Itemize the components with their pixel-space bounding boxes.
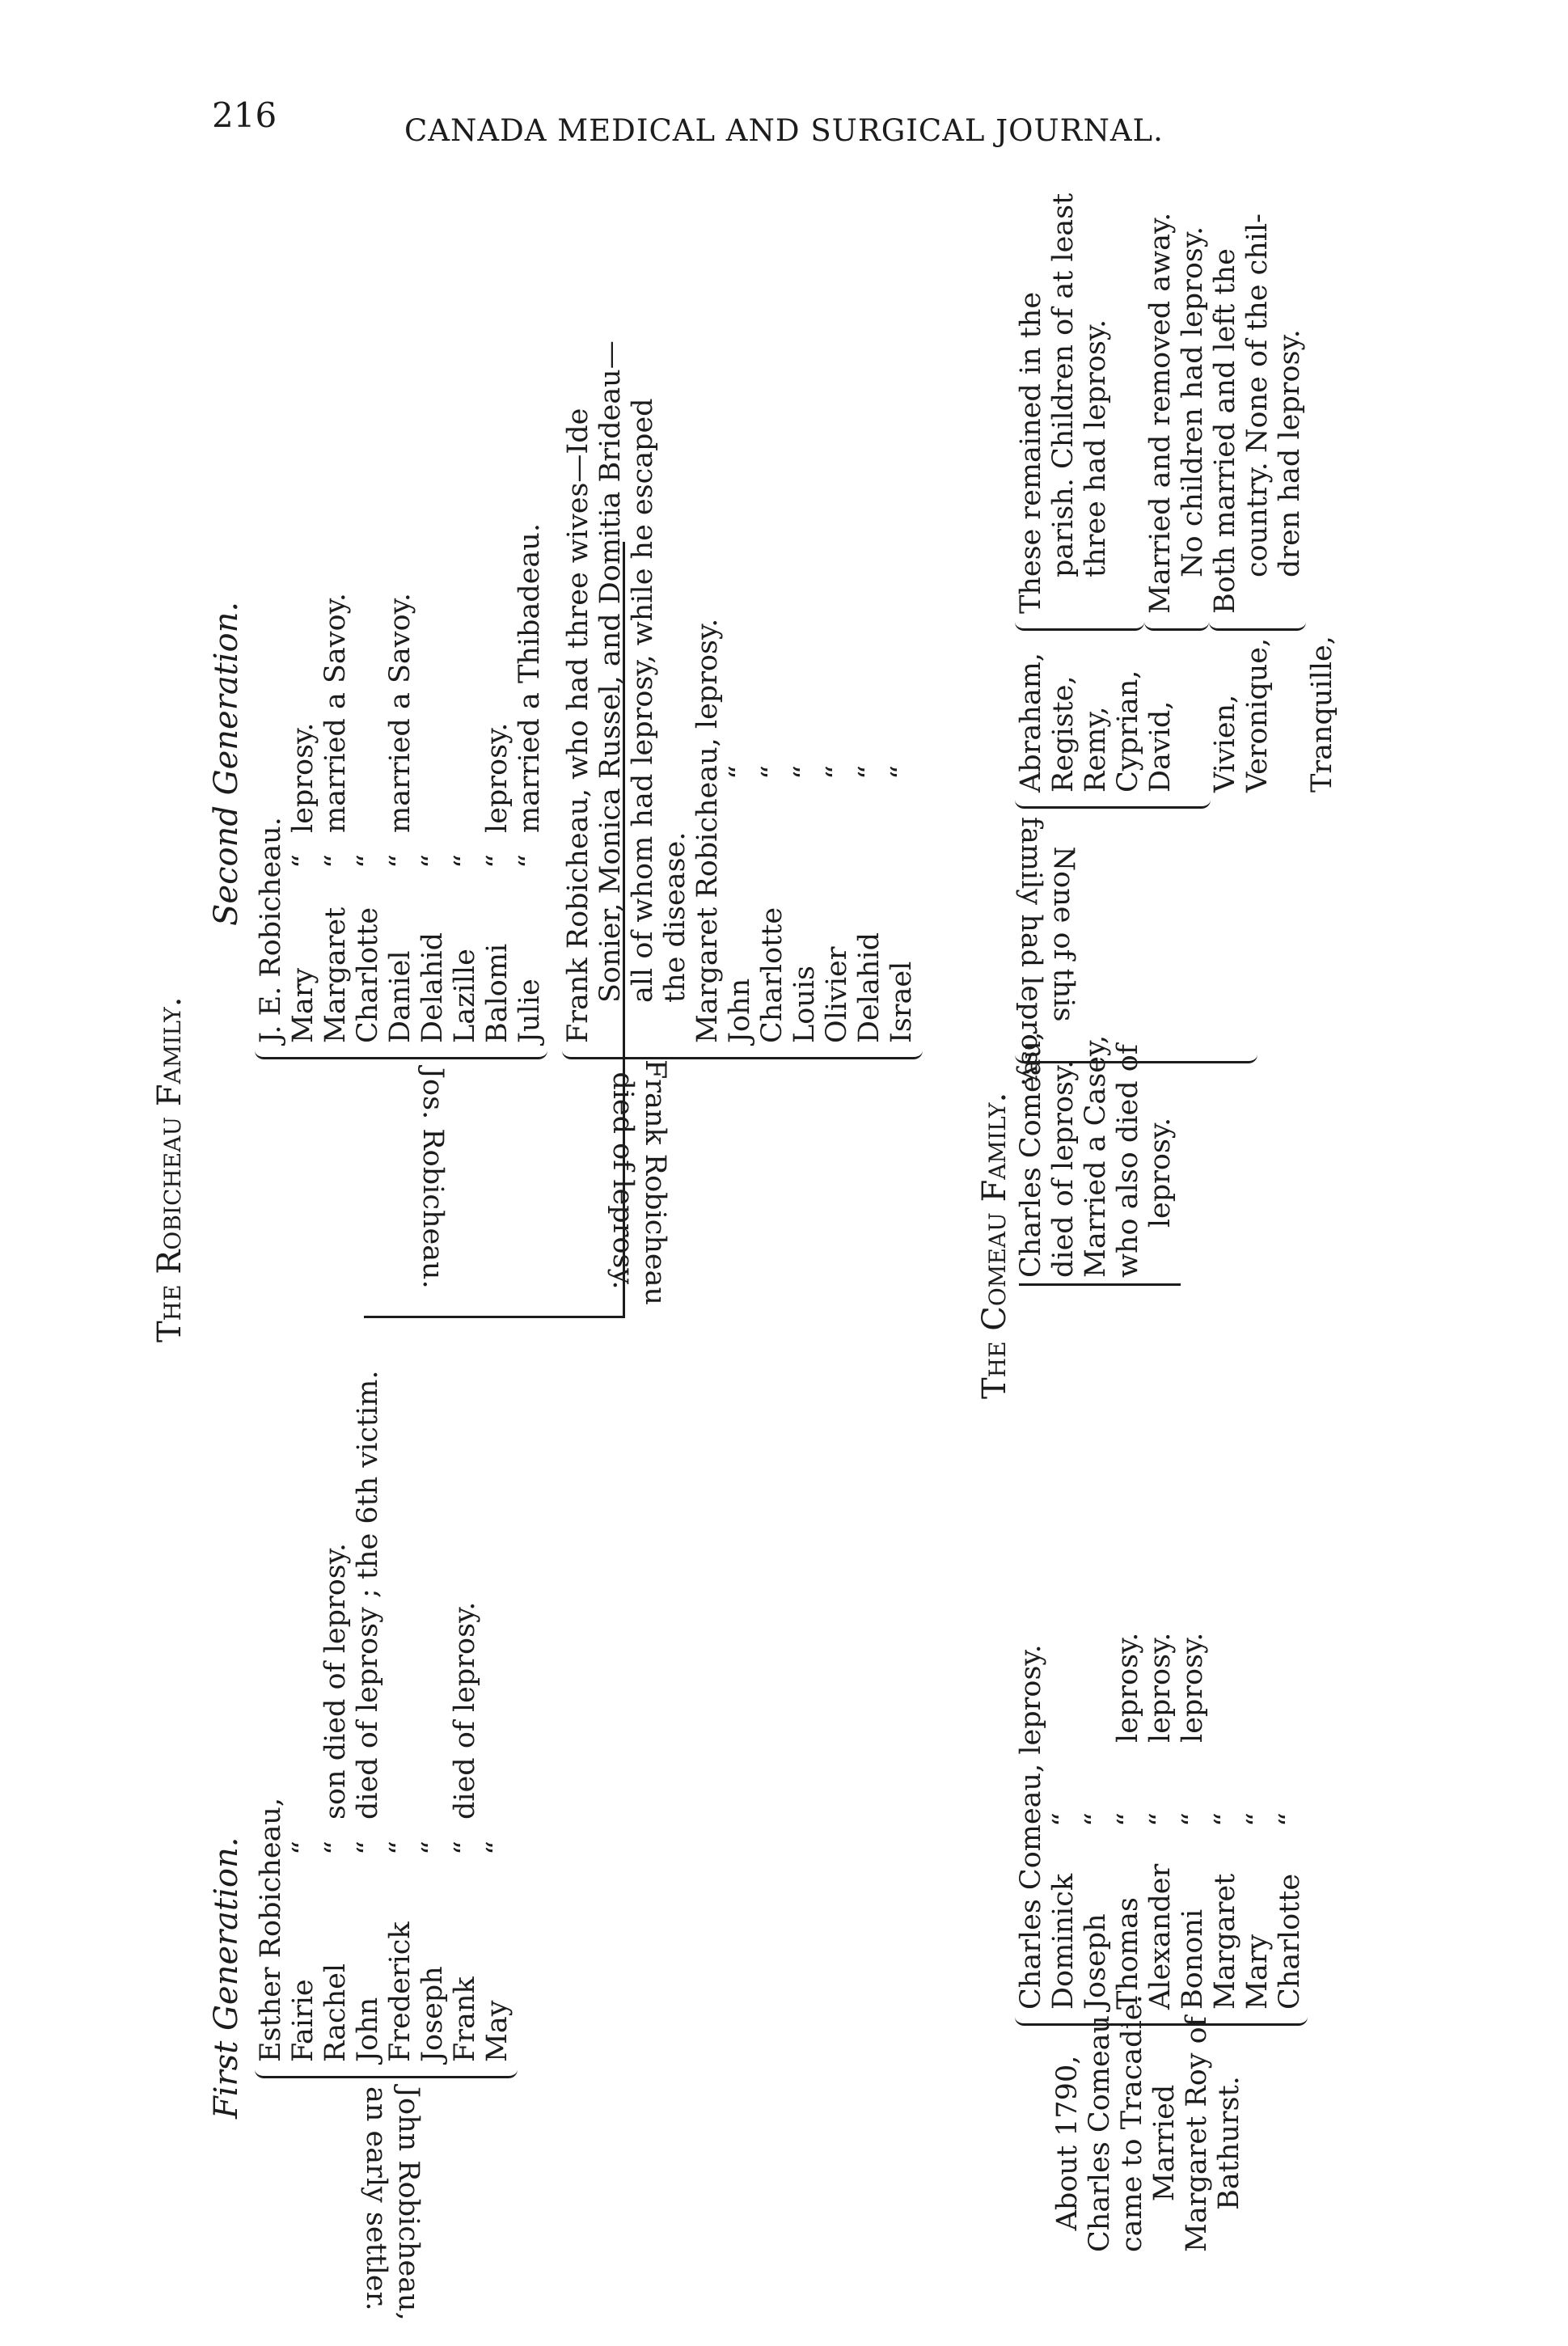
note-line: Sonier, Monica Russel, and Domitia Brideau— — [594, 340, 627, 1003]
child-note: son died of leprosy. — [319, 1542, 352, 1820]
comeau-children — [1015, 1633, 1306, 2010]
parent-line: died of leprosy. — [606, 1072, 639, 1290]
connector-line — [364, 1316, 623, 1318]
list-item: Rachel“son died of leprosy. — [319, 1542, 352, 2062]
list-item: Olivier“ — [821, 765, 853, 1043]
grandchild-group: Vivien, Veronique, Both married and left the country. None of the chil- dren had leprosy. — [1209, 213, 1306, 793]
list-item: Frederick“ — [384, 1841, 416, 2062]
child-name: John — [352, 1997, 384, 2062]
list-item: Israel“ — [885, 765, 918, 1043]
comeau-brace — [1015, 2017, 1308, 2026]
running-head: CANADA MEDICAL AND SURGICAL JOURNAL. — [404, 113, 1164, 148]
list-item: Margaret Robicheau, leprosy. — [691, 618, 724, 1043]
first-gen-parent — [255, 2086, 522, 2321]
child-name: Frank — [449, 1976, 481, 2062]
child-name: Esther Robicheau, — [255, 1797, 287, 2062]
list-item — [255, 1371, 287, 2062]
parent-line: an early settler. — [360, 2086, 392, 2311]
comeau-son-brace — [1015, 1055, 1257, 1063]
parent-line: Frank Robicheau — [639, 1059, 671, 1306]
list-item: Delahid“ — [853, 765, 885, 1043]
list-item: Charlotte“ — [352, 854, 384, 1043]
jos-robicheau-parent — [255, 1067, 522, 1289]
note-line: all of whom had leprosy, while he escaped — [627, 398, 659, 1003]
no-leprosy-note: None of this family had leprosy. — [1015, 817, 1080, 1087]
robicheau-title: The Robicheau Family. — [151, 996, 188, 1342]
list-item: J. E. Robicheau. — [255, 817, 287, 1043]
list-item: Joseph“ — [416, 1841, 449, 2062]
comeau-grandchildren — [1015, 193, 1338, 793]
note-line: the disease. — [659, 831, 691, 1003]
list-item: Margaret“ — [1209, 1812, 1241, 2010]
parent-line: John Robicheau, — [392, 2086, 425, 2321]
grandchildren-brace — [1015, 800, 1211, 809]
list-item: Thomas“leprosy. — [1112, 1632, 1144, 2010]
child-name: Rachel — [319, 1963, 352, 2062]
list-item: Lazille“ — [449, 854, 481, 1043]
list-item: Louis“ — [788, 765, 821, 1043]
list-item: Mary“leprosy. — [287, 722, 319, 1043]
list-item: Julie“married a Thibadeau. — [514, 523, 546, 1043]
list-item: Bononi“leprosy. — [1177, 1632, 1209, 2010]
frank-robicheau-parent — [558, 1059, 752, 1306]
list-item: Alexander“leprosy. — [1144, 1632, 1177, 2010]
comeau-title: The Comeau Family. — [976, 1092, 1013, 1399]
comeau-origin: About 1790, Charles Comeau came to Tracadie. Married Margaret Roy of Bathurst. — [1051, 1994, 1245, 2252]
list-item: Delahid“ — [416, 854, 449, 1043]
grandchild-group: David, Married and removed away. No children had leprosy. — [1144, 212, 1209, 793]
list-item: Charles Comeau, leprosy. — [1015, 1644, 1047, 2010]
frank-robicheau-children — [562, 340, 918, 1043]
child-note: died of leprosy. — [449, 1601, 481, 1820]
list-item: John“died of leprosy ; the 6th victim. — [352, 1370, 384, 2062]
jos-robicheau-children — [255, 523, 546, 1043]
list-item: Charlotte“ — [1274, 1812, 1306, 2010]
list-item: John“ — [724, 765, 756, 1043]
list-item: May“ — [481, 1841, 514, 2062]
child-note: died of leprosy ; the 6th victim. — [352, 1370, 384, 1820]
page-number: 216 — [212, 95, 277, 135]
list-item: Charlotte“ — [756, 765, 788, 1043]
first-generation-heading: First Generation. — [208, 1837, 245, 2119]
list-item: Daniel“married a Savoy. — [384, 593, 416, 1043]
grandchild-group: Abraham, Registe, Remy, Cyprian, These remained in the parish. Children of at least three had leprosy. — [1015, 192, 1144, 793]
list-item: Dominick“ — [1047, 1812, 1080, 2010]
connector-line — [1019, 1283, 1181, 1286]
list-item: Fairie“ — [287, 1841, 319, 2062]
rotated-genealogy-tables — [151, 154, 1399, 2321]
list-item: Margaret“married a Savoy. — [319, 593, 352, 1043]
note-line: Frank Robicheau, who had three wives—Ide — [562, 408, 594, 1043]
child-name: Fairie — [287, 1979, 319, 2062]
second-gen-brace-2 — [562, 1050, 923, 1059]
first-gen-children — [255, 1371, 514, 2062]
child-name: Frederick — [384, 1921, 416, 2062]
child-name: Joseph — [416, 1966, 449, 2062]
list-item: Balomi“leprosy. — [481, 722, 514, 1043]
first-gen-brace — [255, 2069, 518, 2078]
comeau-son-note: Charles Comeau, died of leprosy. Married a Casey, who also died of leprosy. — [1015, 1031, 1177, 1278]
second-gen-brace-1 — [255, 1050, 547, 1059]
child-name: May — [481, 2000, 514, 2062]
parent-line: Jos. Robicheau. — [416, 1067, 449, 1289]
list-item: Frank“died of leprosy. — [449, 1601, 481, 2062]
list-item: Joseph“ — [1080, 1812, 1112, 2010]
second-generation-heading: Second Generation. — [208, 601, 245, 926]
list-item: Mary“ — [1241, 1812, 1274, 2010]
grandchild-group: Tranquille, — [1306, 636, 1338, 793]
